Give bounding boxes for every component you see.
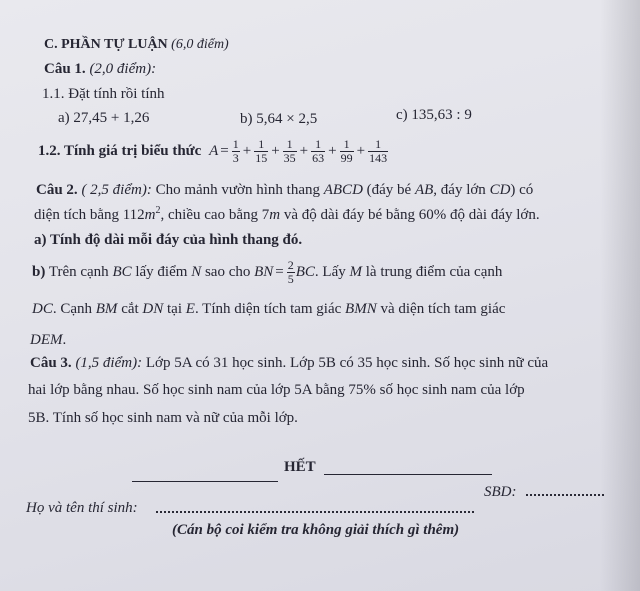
- fraction-5: [340, 138, 354, 165]
- q1-a-label: a): [58, 110, 70, 126]
- q2-text: .: [62, 332, 67, 348]
- page-edge-shadow: [600, 0, 640, 591]
- plus-sign: +: [242, 143, 252, 159]
- fraction-6-num: 1: [368, 138, 388, 152]
- section-title: C. PHẦN TỰ LUẬN: [44, 37, 168, 52]
- fraction-3-den: 35: [283, 151, 296, 166]
- q1-item-b: [240, 110, 317, 128]
- q2-text: , chiều cao bằng 7: [160, 207, 270, 223]
- end-rule-left: [132, 481, 278, 482]
- q1-part1-heading: 1.1. Đặt tính rồi tính: [42, 86, 165, 102]
- q3-text: Lớp 5A có 31 học sinh. Lớp 5B có 35 học sinh. Số học sinh nữ của: [145, 355, 549, 371]
- q2-points: ( 2,5 điểm):: [81, 182, 152, 198]
- q2-fraction-num: 2: [287, 258, 294, 273]
- q2-n: N: [191, 264, 202, 280]
- q2-text: . Lấy: [314, 264, 346, 280]
- q1-heading: [44, 60, 156, 78]
- proctor-note: (Cán bộ coi kiểm tra không giải thích gì thêm): [172, 522, 460, 538]
- fraction-1-den: 3: [232, 151, 239, 166]
- section-points: (6,0 điểm): [171, 37, 229, 52]
- fraction-5-den: 99: [340, 151, 353, 166]
- q2-line2: [34, 206, 540, 224]
- q2-bc: BC: [295, 264, 315, 280]
- q2-line1: [36, 181, 533, 199]
- q1-a-expr: 27,45 + 1,26: [73, 110, 150, 126]
- q2-title: Câu 2.: [36, 182, 78, 198]
- plus-sign: +: [299, 143, 309, 159]
- q2-cd: CD: [489, 182, 511, 198]
- q2-m: M: [349, 264, 362, 280]
- candidate-name-field[interactable]: [156, 511, 474, 513]
- sbd-label: SBD:: [484, 484, 517, 500]
- end-rule-right: [324, 474, 492, 475]
- q2-abcd: ABCD: [323, 182, 363, 198]
- fraction-1-num: 1: [232, 137, 239, 152]
- q2-part-b-line2: [32, 300, 505, 318]
- q2-text: . Tính diện tích tam giác: [194, 301, 342, 317]
- q1-c-expr: 135,63 : 9: [411, 107, 472, 123]
- q2-bn: BN: [254, 264, 274, 280]
- q2-text: , đáy lớn: [433, 182, 486, 198]
- q2-text: sao cho: [204, 264, 251, 280]
- q2-fraction-den: 5: [287, 272, 294, 287]
- fraction-3-num: 1: [283, 138, 297, 152]
- q3-points: (1,5 điểm):: [75, 355, 143, 371]
- q2-fraction: [287, 259, 295, 286]
- q2-part-b-label: b): [32, 264, 46, 280]
- q3-line2: hai lớp bằng nhau. Số học sinh nam của lớp 5A bằng 75% số học sinh nam của lớp: [28, 382, 525, 398]
- q2-bm: BM: [95, 301, 118, 317]
- q2-part-b-line1: [32, 258, 502, 286]
- q1-c-label: c): [396, 107, 408, 123]
- q2-text: diện tích bằng 112: [34, 207, 145, 223]
- q2-text: (đáy bé: [366, 182, 412, 198]
- plus-sign: +: [356, 143, 366, 159]
- fraction-4-den: 63: [312, 151, 325, 166]
- plus-sign: +: [328, 143, 337, 159]
- q2-ab: AB: [414, 182, 434, 198]
- q2-part-a: a) Tính độ dài mỗi đáy của hình thang đó.: [34, 232, 303, 248]
- q2-text: là trung điểm của cạnh: [365, 264, 503, 280]
- q2-text: . Cạnh: [52, 301, 93, 317]
- fraction-5-num: 1: [340, 138, 354, 152]
- q1-points: (2,0 điểm):: [89, 61, 157, 77]
- q2-dem: DEM: [30, 332, 63, 348]
- sbd-field[interactable]: [526, 494, 604, 496]
- fraction-2-den: 15: [255, 151, 268, 166]
- q1-title: Câu 1.: [44, 61, 86, 77]
- q2-part-b-line3: [30, 331, 66, 349]
- expr-variable: A: [209, 143, 219, 159]
- candidate-name-label: Họ và tên thí sinh:: [26, 500, 138, 516]
- q2-text: và diện tích tam giác: [380, 301, 506, 317]
- q3-line3: 5B. Tính số học sinh nam và nữ của mỗi lớp.: [28, 410, 298, 426]
- end-label: HẾT: [284, 459, 316, 475]
- fraction-1: [232, 138, 240, 165]
- q2-unit-sup: 2: [155, 205, 161, 216]
- q1-part2: [38, 137, 389, 165]
- fraction-2: [254, 138, 268, 165]
- q2-dc: DC: [32, 301, 53, 317]
- fraction-3: [283, 138, 297, 165]
- q2-text: cắt: [121, 301, 139, 317]
- q2-bc: BC: [112, 264, 132, 280]
- q2-text: Cho mảnh vườn hình thang: [155, 182, 320, 198]
- q2-text: tại: [167, 301, 183, 317]
- q2-text: Trên cạnh: [48, 264, 109, 280]
- q1-b-expr: 5,64 × 2,5: [256, 111, 318, 127]
- expr-equals: =: [220, 143, 229, 159]
- q1-part2-heading: 1.2. Tính giá trị biểu thức: [38, 143, 202, 159]
- q2-unit-m: m: [144, 207, 156, 223]
- q1-item-a: [58, 109, 149, 127]
- q1-b-label: b): [240, 111, 253, 127]
- fraction-6: [368, 138, 388, 165]
- q2-e: E: [185, 301, 195, 317]
- q2-bmn: BMN: [345, 301, 377, 317]
- fraction-4: [311, 138, 325, 165]
- q3-title: Câu 3.: [30, 355, 72, 371]
- section-heading: [44, 36, 229, 54]
- q2-dn: DN: [142, 301, 164, 317]
- fraction-4-num: 1: [311, 138, 325, 152]
- q3-line1: [30, 354, 548, 372]
- q2-equals: =: [275, 264, 284, 280]
- q1-item-c: [396, 106, 472, 124]
- q2-text: lấy điểm: [135, 264, 188, 280]
- fraction-6-den: 143: [369, 151, 388, 166]
- plus-sign: +: [271, 143, 280, 159]
- q2-text: và độ dài đáy bé bằng 60% độ dài đáy lớn.: [283, 207, 540, 223]
- q2-text: ) có: [510, 182, 534, 198]
- q2-unit-m: m: [269, 207, 281, 223]
- fraction-2-num: 1: [254, 138, 268, 152]
